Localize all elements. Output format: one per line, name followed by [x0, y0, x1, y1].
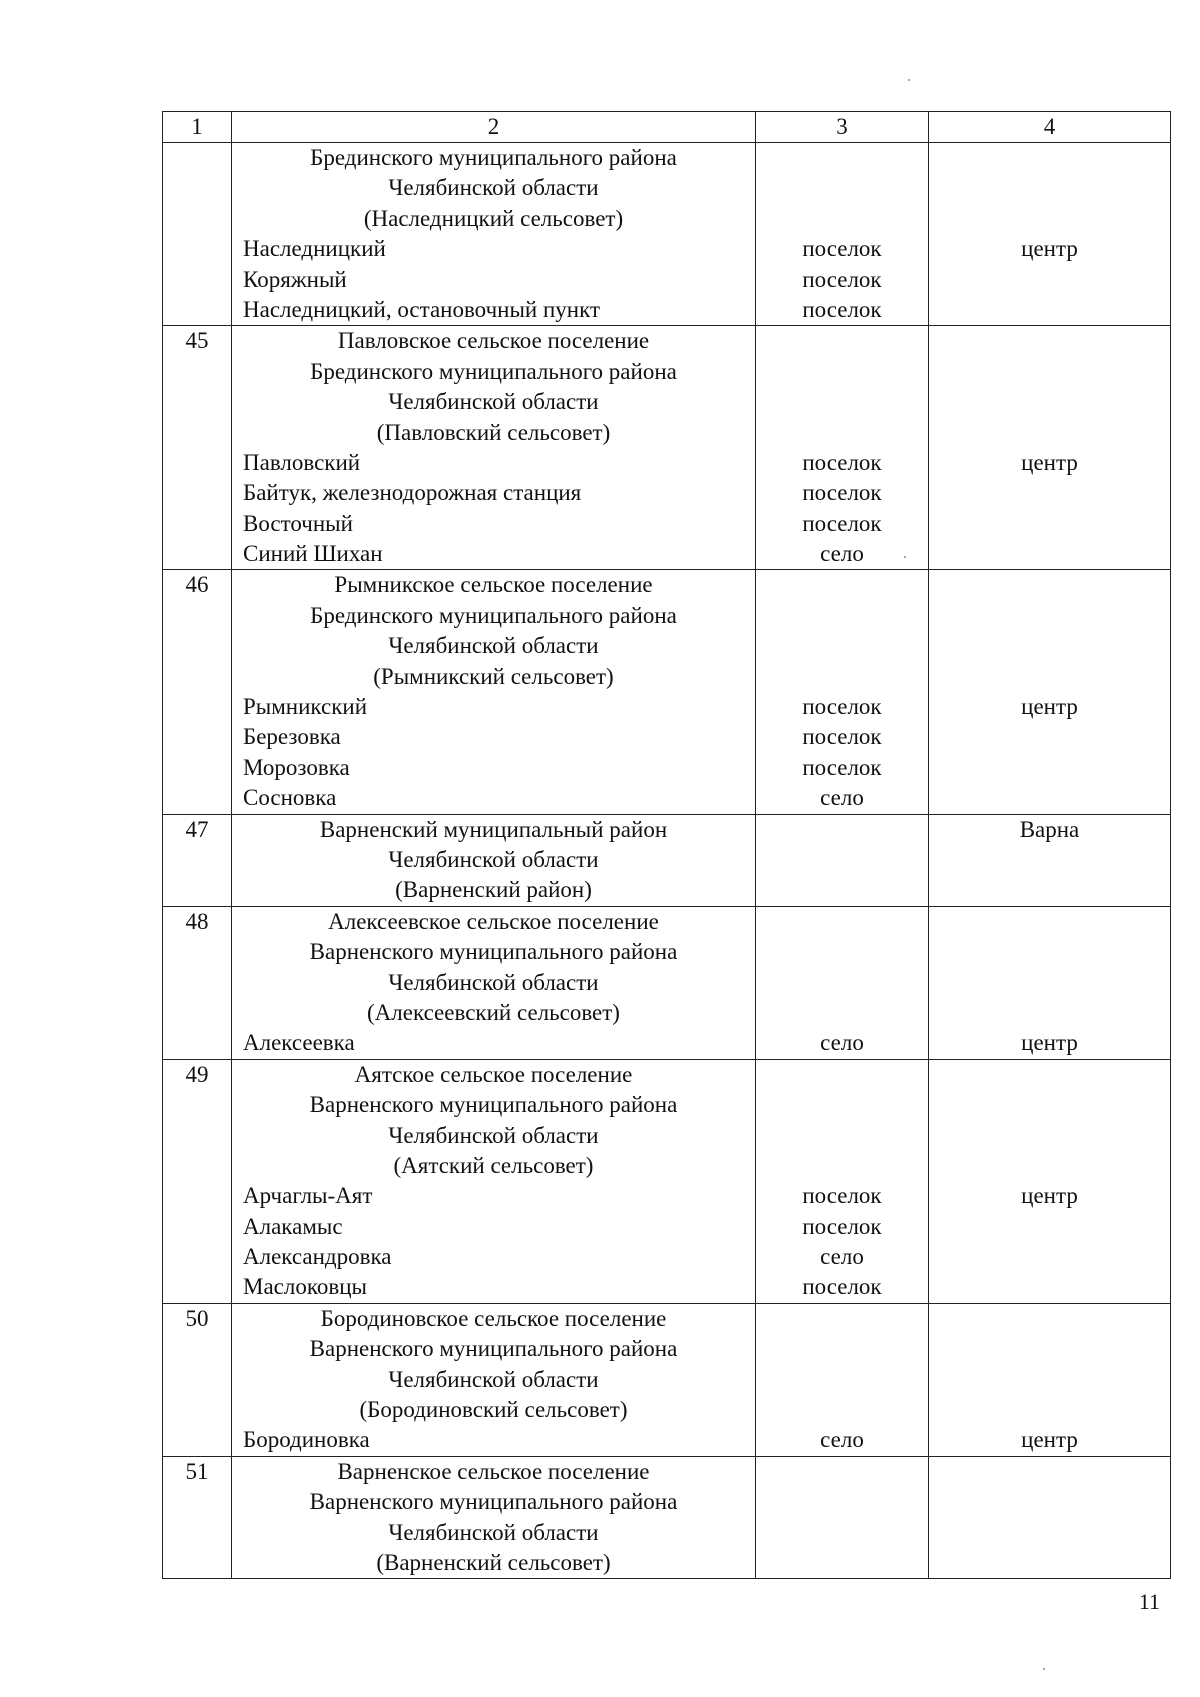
- municipality-title-line: Челябинской области: [388, 1519, 599, 1545]
- settlement-type: [756, 907, 928, 937]
- row-number-cell: [163, 1303, 232, 1456]
- center-mark: [929, 1395, 1170, 1425]
- settlement-type: [756, 631, 928, 661]
- settlement-type-cell: [756, 570, 929, 814]
- settlement-name: Александровка: [243, 1244, 392, 1270]
- center-mark: [929, 1242, 1170, 1272]
- name-cell: [232, 143, 756, 326]
- municipality-title-line: (Аятский сельсовет): [393, 1152, 594, 1178]
- settlement-type: село: [820, 1244, 864, 1270]
- center-mark: центр: [1021, 1030, 1078, 1056]
- settlement-type: [756, 845, 928, 875]
- settlement-type: [756, 1457, 928, 1487]
- center-mark: центр: [1021, 449, 1078, 475]
- center-mark: [929, 753, 1170, 783]
- center-mark: [929, 968, 1170, 998]
- settlement-type: поселок: [802, 236, 882, 262]
- table-row: [163, 1456, 1171, 1579]
- center-mark: центр: [1021, 1183, 1078, 1209]
- settlement-type: [756, 204, 928, 234]
- settlement-type-cell: [756, 1456, 929, 1579]
- settlement-type: [756, 1060, 928, 1090]
- table-row: [163, 1059, 1171, 1303]
- municipality-title-line: Варненского муниципального района: [309, 939, 678, 965]
- settlement-type: [756, 173, 928, 203]
- row-number: [163, 143, 231, 173]
- name-cell: [232, 326, 756, 570]
- municipality-title-line: Варненского муниципального района: [309, 1489, 678, 1515]
- settlement-type-cell: [756, 143, 929, 326]
- settlement-type-cell: [756, 326, 929, 570]
- municipality-title-line: (Павловский сельсовет): [376, 419, 611, 445]
- row-number: 51: [185, 1458, 209, 1484]
- settlement-type: село: [820, 541, 864, 567]
- municipality-title-line: (Варненский район): [395, 877, 592, 903]
- row-number-cell: [163, 143, 232, 326]
- center-mark: [929, 1334, 1170, 1364]
- settlement-name: Восточный: [243, 510, 353, 536]
- settlement-type: [756, 570, 928, 600]
- scan-speck: [1043, 1668, 1045, 1670]
- settlement-name: Байтук, железнодорожная станция: [243, 480, 582, 506]
- settlement-name: Алакамыс: [243, 1213, 343, 1239]
- row-number: 49: [185, 1061, 209, 1087]
- settlement-type: поселок: [802, 449, 882, 475]
- municipality-title-line: Челябинской области: [388, 1122, 599, 1148]
- center-mark: [929, 783, 1170, 813]
- name-cell: [232, 1303, 756, 1456]
- settlement-type: [756, 1334, 928, 1364]
- municipality-title-line: Челябинской области: [388, 1366, 599, 1392]
- center-mark: центр: [1021, 694, 1078, 720]
- settlement-type: поселок: [802, 480, 882, 506]
- table-row: [163, 1303, 1171, 1456]
- settlement-name: Бородиновка: [243, 1427, 370, 1453]
- municipality-title-line: Варненское сельское поселение: [337, 1458, 650, 1484]
- settlement-type-cell: [756, 1059, 929, 1303]
- center-mark: [929, 357, 1170, 387]
- municipality-title-line: Аятское сельское поселение: [354, 1061, 633, 1087]
- scan-speck: [904, 556, 906, 558]
- table-row: [163, 570, 1171, 814]
- table-row: [163, 326, 1171, 570]
- center-mark: [929, 204, 1170, 234]
- settlement-name: Маслоковцы: [243, 1274, 367, 1300]
- row-number: 45: [185, 328, 209, 354]
- center-mark: [929, 662, 1170, 692]
- municipality-title-line: Варненского муниципального района: [309, 1092, 678, 1118]
- center-mark: [929, 1487, 1170, 1517]
- municipality-title-line: Челябинской области: [388, 389, 599, 415]
- center-mark: [929, 1272, 1170, 1302]
- center-cell: [929, 1059, 1171, 1303]
- settlement-name: Коряжный: [243, 266, 347, 292]
- center-cell: [929, 1303, 1171, 1456]
- municipality-title-line: Челябинской области: [388, 175, 599, 201]
- settlement-type: поселок: [802, 754, 882, 780]
- settlement-type: [756, 875, 928, 905]
- row-number: 50: [185, 1305, 209, 1331]
- settlement-type-cell: [756, 906, 929, 1059]
- column-header: 3: [756, 112, 929, 143]
- municipality-title-line: (Алексеевский сельсовет): [367, 999, 620, 1025]
- name-cell: [232, 570, 756, 814]
- table-body: [163, 143, 1171, 1579]
- center-mark: [929, 998, 1170, 1028]
- settlement-name: Морозовка: [243, 754, 350, 780]
- settlement-type: поселок: [802, 296, 882, 322]
- municipality-title-line: Варненский муниципальный район: [319, 816, 668, 842]
- center-mark: центр: [1021, 236, 1078, 262]
- center-mark: центр: [1021, 1427, 1078, 1453]
- municipality-title-line: (Бородиновский сельсовет): [359, 1397, 628, 1423]
- settlement-type: [756, 1395, 928, 1425]
- settlement-type: [756, 357, 928, 387]
- settlement-type: [756, 601, 928, 631]
- center-mark: [929, 509, 1170, 539]
- municipality-title-line: Бородиновское сельское поселение: [320, 1305, 667, 1331]
- center-mark: [929, 631, 1170, 661]
- settlement-name: Рымникский: [243, 694, 368, 720]
- settlement-name: Алексеевка: [243, 1030, 355, 1056]
- scan-speck: [908, 79, 910, 81]
- center-cell: [929, 570, 1171, 814]
- settlement-type: [756, 968, 928, 998]
- settlement-type: [756, 1548, 928, 1578]
- center-mark: [929, 1212, 1170, 1242]
- settlement-type: [756, 1304, 928, 1334]
- center-mark: [929, 1151, 1170, 1181]
- center-mark: [929, 143, 1170, 173]
- settlement-type: [756, 815, 928, 845]
- settlement-type: [756, 662, 928, 692]
- settlement-name: Наследницкий, остановочный пункт: [243, 296, 600, 322]
- settlement-type: [756, 418, 928, 448]
- settlement-type: [756, 1151, 928, 1181]
- name-cell: [232, 1059, 756, 1303]
- center-mark: [929, 722, 1170, 752]
- center-mark: Варна: [1019, 816, 1080, 842]
- settlement-type: поселок: [802, 724, 882, 750]
- settlement-type: [756, 1121, 928, 1151]
- center-mark: [929, 1121, 1170, 1151]
- municipality-title-line: Брединского муниципального района: [310, 602, 677, 628]
- center-cell: [929, 906, 1171, 1059]
- row-number: 47: [185, 816, 209, 842]
- settlement-type: [756, 998, 928, 1028]
- settlement-type: поселок: [802, 266, 882, 292]
- table-row: [163, 814, 1171, 906]
- center-mark: [929, 418, 1170, 448]
- settlement-type: [756, 1487, 928, 1517]
- settlement-name: Наследницкий: [243, 236, 386, 262]
- center-cell: [929, 814, 1171, 906]
- center-mark: [929, 1518, 1170, 1548]
- center-mark: [929, 1090, 1170, 1120]
- center-mark: [929, 1457, 1170, 1487]
- table-header-row: [163, 112, 1171, 143]
- row-number: 46: [185, 572, 209, 598]
- settlement-type: село: [820, 785, 864, 811]
- center-mark: [929, 1548, 1170, 1578]
- municipality-title-line: Брединского муниципального района: [310, 145, 677, 170]
- municipality-title-line: Челябинской области: [388, 969, 599, 995]
- center-cell: [929, 326, 1171, 570]
- municipality-title-line: Челябинской области: [388, 846, 599, 872]
- row-number-cell: [163, 814, 232, 906]
- name-cell: [232, 814, 756, 906]
- settlement-type: [756, 937, 928, 967]
- settlement-type: [756, 387, 928, 417]
- municipality-title-line: Варненского муниципального района: [309, 1336, 678, 1362]
- municipality-title-line: Челябинской области: [388, 633, 599, 659]
- municipality-title-line: (Варненский сельсовет): [376, 1549, 611, 1575]
- settlement-type: село: [820, 1427, 864, 1453]
- center-mark: [929, 570, 1170, 600]
- center-mark: [929, 875, 1170, 905]
- center-mark: [929, 1365, 1170, 1395]
- settlement-type: [756, 326, 928, 356]
- settlement-type: село: [820, 1030, 864, 1056]
- center-mark: [929, 1060, 1170, 1090]
- settlement-type: поселок: [802, 694, 882, 720]
- settlement-type: поселок: [802, 510, 882, 536]
- center-mark: [929, 907, 1170, 937]
- column-header: 2: [232, 112, 756, 143]
- page-number: 11: [1138, 1589, 1160, 1614]
- center-cell: [929, 143, 1171, 326]
- name-cell: [232, 906, 756, 1059]
- municipality-title-line: Брединского муниципального района: [310, 358, 677, 384]
- settlement-type-cell: [756, 814, 929, 906]
- settlement-type: поселок: [802, 1213, 882, 1239]
- municipality-title-line: Павловское сельское поселение: [337, 328, 650, 354]
- table-row: [163, 143, 1171, 326]
- column-header: 4: [929, 112, 1171, 143]
- settlement-name: Синий Шихан: [243, 541, 383, 567]
- row-number: 48: [185, 908, 209, 934]
- row-number-cell: [163, 1456, 232, 1579]
- settlements-table: [162, 111, 1171, 1579]
- settlement-name: Березовка: [243, 724, 341, 750]
- settlement-type: [756, 1090, 928, 1120]
- settlement-type: поселок: [802, 1274, 882, 1300]
- settlement-type-cell: [756, 1303, 929, 1456]
- settlement-type: [756, 1365, 928, 1395]
- center-mark: [929, 1304, 1170, 1334]
- center-mark: [929, 845, 1170, 875]
- municipality-title-line: Алексеевское сельское поселение: [328, 908, 659, 934]
- center-mark: [929, 539, 1170, 569]
- center-mark: [929, 601, 1170, 631]
- row-number-cell: [163, 570, 232, 814]
- row-number-cell: [163, 326, 232, 570]
- settlement-type: [756, 1518, 928, 1548]
- center-mark: [929, 937, 1170, 967]
- table-row: [163, 906, 1171, 1059]
- row-number-cell: [163, 906, 232, 1059]
- center-mark: [929, 265, 1170, 295]
- settlement-type: [756, 143, 928, 173]
- name-cell: [232, 1456, 756, 1579]
- center-mark: [929, 173, 1170, 203]
- municipality-title-line: (Наследницкий сельсовет): [363, 205, 624, 231]
- municipality-title-line: (Рымникский сельсовет): [373, 663, 614, 689]
- settlement-name: Арчаглы-Аят: [243, 1183, 373, 1209]
- center-cell: [929, 1456, 1171, 1579]
- center-mark: [929, 478, 1170, 508]
- center-mark: [929, 326, 1170, 356]
- settlement-type: поселок: [802, 1183, 882, 1209]
- municipality-title-line: Рымникское сельское поселение: [334, 572, 653, 598]
- row-number-cell: [163, 1059, 232, 1303]
- center-mark: [929, 387, 1170, 417]
- settlement-name: Павловский: [243, 449, 361, 475]
- center-mark: [929, 295, 1170, 325]
- column-header: 1: [163, 112, 232, 143]
- settlement-name: Сосновка: [243, 785, 337, 811]
